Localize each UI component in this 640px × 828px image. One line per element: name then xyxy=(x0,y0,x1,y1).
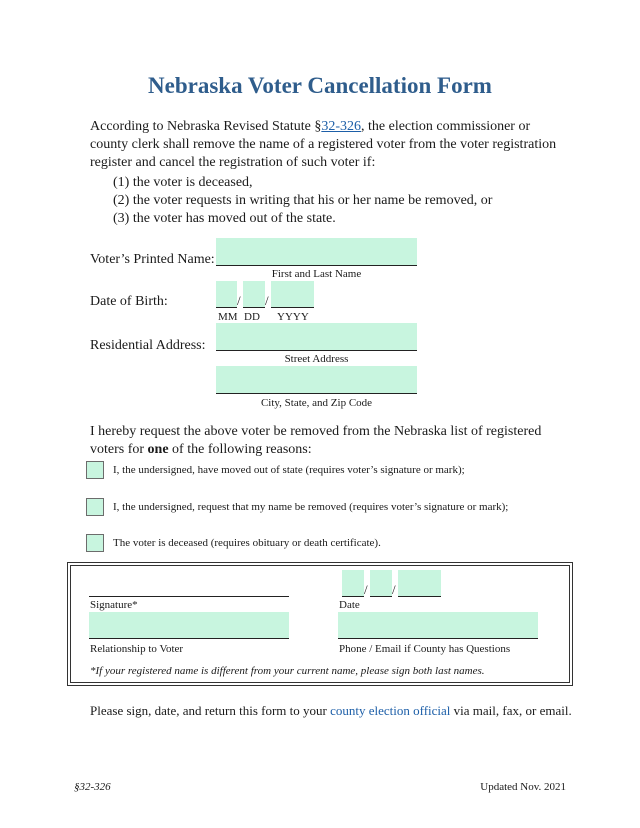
intro-text-cont: , the election commissioner or xyxy=(361,119,531,134)
city-state-zip-field[interactable] xyxy=(216,366,417,394)
phone-email-label: Phone / Email if County has Questions xyxy=(339,643,511,655)
sign-date-day-field[interactable] xyxy=(370,570,392,597)
printed-name-field[interactable] xyxy=(216,238,417,266)
date-slash: / xyxy=(392,582,396,597)
reason-checkbox-deceased[interactable] xyxy=(86,534,104,552)
dob-year-field[interactable] xyxy=(271,281,314,308)
signature-label: Signature* xyxy=(90,599,138,611)
printed-name-caption: First and Last Name xyxy=(271,268,362,280)
dob-slash: / xyxy=(265,293,269,308)
signature-note: *If your registered name is different from your current name, please sign both last names. xyxy=(90,665,485,677)
return-instructions xyxy=(90,703,572,719)
relationship-label: Relationship to Voter xyxy=(90,643,184,655)
statute-link[interactable]: 32-326 xyxy=(321,119,361,134)
intro-line-2: county clerk shall remove the name of a registered voter from the voter registration xyxy=(90,137,557,152)
city-state-zip-caption: City, State, and Zip Code xyxy=(260,397,373,409)
date-slash: / xyxy=(364,582,368,597)
reason-checkbox-moved[interactable] xyxy=(86,461,104,479)
intro-line-1 xyxy=(90,118,560,136)
dob-yyyy-caption: YYYY xyxy=(277,311,309,323)
reason-checkbox-request[interactable] xyxy=(86,498,104,516)
request-emphasis: one xyxy=(147,442,169,457)
signature-line[interactable] xyxy=(89,596,289,597)
printed-name-label: Voter’s Printed Name: xyxy=(90,252,215,267)
request-text: voters for xyxy=(90,442,148,457)
request-text-cont: of the following reasons: xyxy=(168,442,312,457)
county-election-official-link[interactable]: county election official xyxy=(330,703,451,718)
dob-day-field[interactable] xyxy=(243,281,265,308)
request-line-1: I hereby request the above voter be removed from the Nebraska list of registered xyxy=(90,424,542,439)
conditions-list xyxy=(113,174,492,228)
street-address-caption: Street Address xyxy=(284,353,349,365)
sign-date-year-field[interactable] xyxy=(398,570,441,597)
return-text-cont: via mail, fax, or email. xyxy=(450,703,572,718)
dob-slash: / xyxy=(237,293,241,308)
reason-label-deceased: The voter is deceased (requires obituary or death certificate). xyxy=(113,537,381,549)
return-text: Please sign, date, and return this form to your xyxy=(90,703,331,718)
request-line-2 xyxy=(90,441,560,459)
date-label: Date xyxy=(339,599,360,611)
intro-line-3: register and cancel the registration of such voter if: xyxy=(90,155,376,170)
dob-label: Date of Birth: xyxy=(90,294,168,309)
intro-paragraph xyxy=(90,118,560,172)
condition-item: (2) the voter requests in writing that his or her name be removed, or xyxy=(113,193,493,208)
footer-updated: Updated Nov. 2021 xyxy=(480,781,566,793)
sign-date-month-field[interactable] xyxy=(342,570,364,597)
condition-item: (1) the voter is deceased, xyxy=(113,175,253,190)
phone-email-field[interactable] xyxy=(338,612,538,639)
page-title: Nebraska Voter Cancellation Form xyxy=(148,73,492,98)
address-label: Residential Address: xyxy=(90,338,206,353)
dob-month-field[interactable] xyxy=(216,281,237,308)
street-address-field[interactable] xyxy=(216,323,417,351)
condition-item: (3) the voter has moved out of the state. xyxy=(113,211,336,226)
footer-statute: §32-326 xyxy=(74,781,111,793)
intro-text: According to Nebraska Revised Statute § xyxy=(90,119,322,134)
request-paragraph xyxy=(90,423,560,459)
relationship-field[interactable] xyxy=(89,612,289,639)
reason-label-moved: I, the undersigned, have moved out of state (requires voter’s signature or mark); xyxy=(113,464,465,476)
reason-label-request: I, the undersigned, request that my name be removed (requires voter’s signature or mark); xyxy=(113,501,509,513)
dob-dd-caption: DD xyxy=(244,311,260,323)
dob-mm-caption: MM xyxy=(218,311,238,323)
